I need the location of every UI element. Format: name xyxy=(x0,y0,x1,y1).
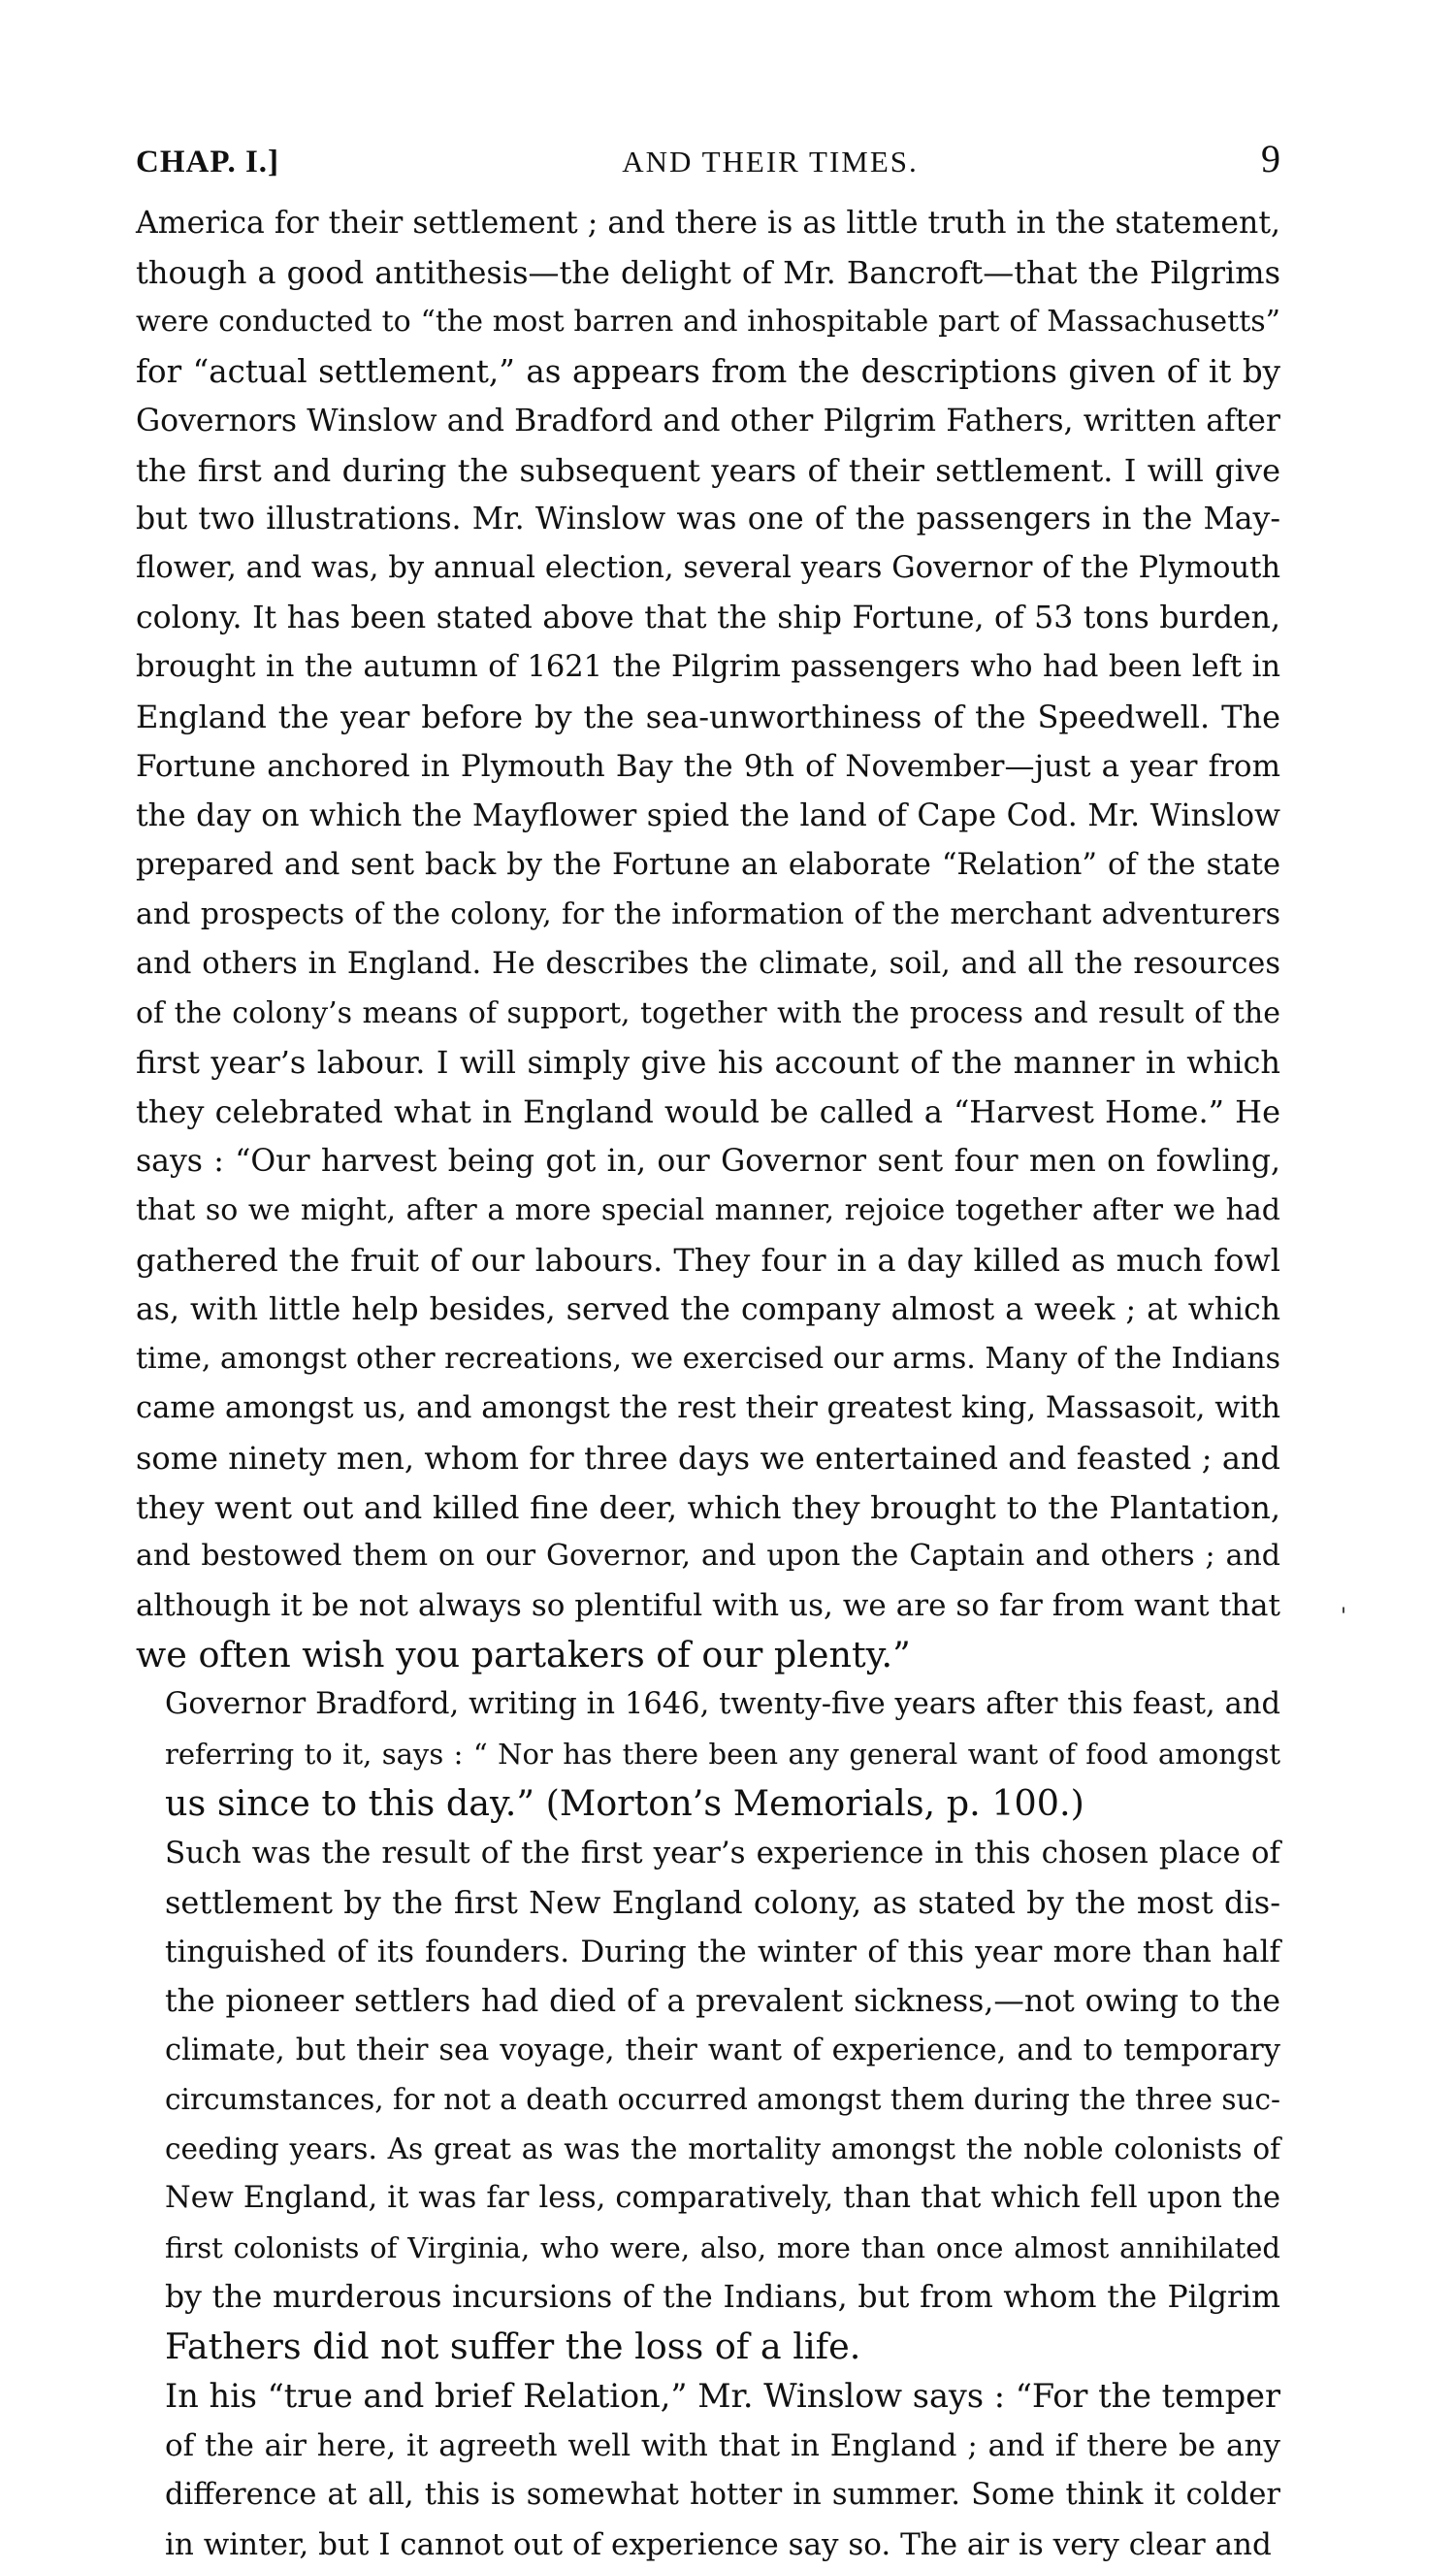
text-line: that so we might, after a more special manner, rejoice together after we had xyxy=(136,1193,1280,1228)
body-text xyxy=(136,199,1280,2570)
paragraph xyxy=(136,1829,1280,2372)
text-line: brought in the autumn of 1621 the Pilgrim passengers who had been left in xyxy=(136,650,1280,685)
text-line: climate, but their sea voyage, their want of experience, and to temporary xyxy=(165,2033,1280,2067)
text-line: Fathers did not suffer the loss of a life. xyxy=(165,2325,861,2367)
text-line: the pioneer settlers had died of a prevalent sickness,—not owing to the xyxy=(165,1983,1280,2019)
text-line: gathered the fruit of our labours. They four in a day killed as much fowl xyxy=(136,1242,1280,1280)
text-line: some ninety men, whom for three days we entertained and feasted ; and xyxy=(136,1439,1280,1477)
text-line: but two illustrations. Mr. Winslow was one of the passengers in the May- xyxy=(136,502,1280,537)
text-line: for “actual settlement,” as appears from the descriptions given of it by xyxy=(136,352,1280,390)
text-line: of the colony’s means of support, together with the process and result of the xyxy=(136,995,1280,1030)
text-line: us since to this day.” (Morton’s Memorials, p. 100.) xyxy=(165,1782,1084,1824)
text-line: circumstances, for not a death occurred amongst them during the three suc- xyxy=(165,2083,1280,2117)
text-line: difference at all, this is somewhat hotter in summer. Some think it colder xyxy=(165,2477,1280,2512)
text-line: Governor Bradford, writing in 1646, twenty-five years after this feast, and xyxy=(165,1687,1280,1722)
text-line: the first and during the subsequent years of their settlement. I will give xyxy=(136,451,1280,489)
text-line: tinguished of its founders. During the winter of this year more than half xyxy=(165,1934,1280,1969)
text-line: Fortune anchored in Plymouth Bay the 9th of November—just a year from xyxy=(136,748,1280,784)
page-number: 9 xyxy=(1260,137,1280,180)
running-header xyxy=(136,136,1280,181)
text-line: and bestowed them on our Governor, and upon the Captain and others ; and xyxy=(136,1539,1280,1574)
text-line: they celebrated what in England would be called a “Harvest Home.” He xyxy=(136,1093,1280,1131)
text-line: time, amongst other recreations, we exercised our arms. Many of the Indians xyxy=(136,1341,1280,1376)
text-line: prepared and sent back by the Fortune an elaborate “Relation” of the state xyxy=(136,847,1280,882)
chapter-label: CHAP. I.] xyxy=(136,145,280,179)
text-line: settlement by the first New England colony, as stated by the most dis- xyxy=(165,1883,1280,1921)
text-line: In his “true and brief Relation,” Mr. Winslow says : “For the temper xyxy=(165,2376,1280,2415)
text-line: says : “Our harvest being got in, our Governor sent four men on fowling, xyxy=(136,1144,1280,1180)
text-line: came amongst us, and amongst the rest their greatest king, Massasoit, with xyxy=(136,1390,1280,1425)
text-line: the day on which the Mayflower spied the land of Cape Cod. Mr. Winslow xyxy=(136,797,1280,833)
text-line: and others in England. He describes the climate, soil, and all the resources xyxy=(136,946,1280,981)
text-line: they went out and killed fine deer, which they brought to the Plantation, xyxy=(136,1488,1280,1526)
book-page xyxy=(136,136,1280,2570)
text-line: referring to it, says : “ Nor has there been any general want of food amongst xyxy=(165,1738,1280,1772)
paragraph xyxy=(136,1680,1280,1829)
text-line: although it be not always so plentiful with us, we are so far from want that xyxy=(136,1588,1280,1624)
text-line: ceeding years. As great as was the mortality amongst the noble colonists of xyxy=(165,2132,1280,2166)
text-line: in winter, but I cannot out of experience say so. The air is very clear and xyxy=(165,2526,1272,2562)
text-line: of the air here, it agreeth well with that in England ; and if there be any xyxy=(165,2427,1280,2463)
text-line: Such was the result of the first year’s experience in this chosen place of xyxy=(165,1835,1280,1871)
text-line: New England, it was far less, comparatively, than that which fell upon the xyxy=(165,2181,1280,2216)
text-line: flower, and was, by annual election, several years Governor of the Plymouth xyxy=(136,551,1280,586)
text-line: were conducted to “the most barren and inhospitable part of Massachusetts” xyxy=(136,304,1280,339)
text-line: Governors Winslow and Bradford and other Pilgrim Fathers, written after xyxy=(136,403,1280,439)
text-line: by the murderous incursions of the Indians, but from whom the Pilgrim xyxy=(165,2280,1280,2316)
text-line: and prospects of the colony, for the information of the merchant adventurers xyxy=(136,896,1280,931)
margin-mark: ' xyxy=(1341,1605,1347,1629)
text-line: first year’s labour. I will simply give his account of the manner in which xyxy=(136,1044,1280,1082)
text-line: America for their settlement ; and there is as little truth in the statement, xyxy=(136,206,1280,241)
text-line: though a good antithesis—the delight of Mr. Bancroft—that the Pilgrims xyxy=(136,253,1280,291)
paragraph xyxy=(136,2372,1280,2570)
paragraph xyxy=(136,199,1280,1680)
text-line: as, with little help besides, served the company almost a week ; at which xyxy=(136,1291,1280,1327)
text-line: first colonists of Virginia, who were, also, more than once almost annihilated xyxy=(165,2231,1280,2265)
text-line: England the year before by the sea-unworthiness of the Speedwell. The xyxy=(136,699,1280,736)
text-line: colony. It has been stated above that the ship Fortune, of 53 tons burden, xyxy=(136,601,1280,636)
running-title: AND THEIR TIMES. xyxy=(622,145,919,179)
text-line: we often wish you partakers of our plenty.” xyxy=(136,1634,911,1676)
